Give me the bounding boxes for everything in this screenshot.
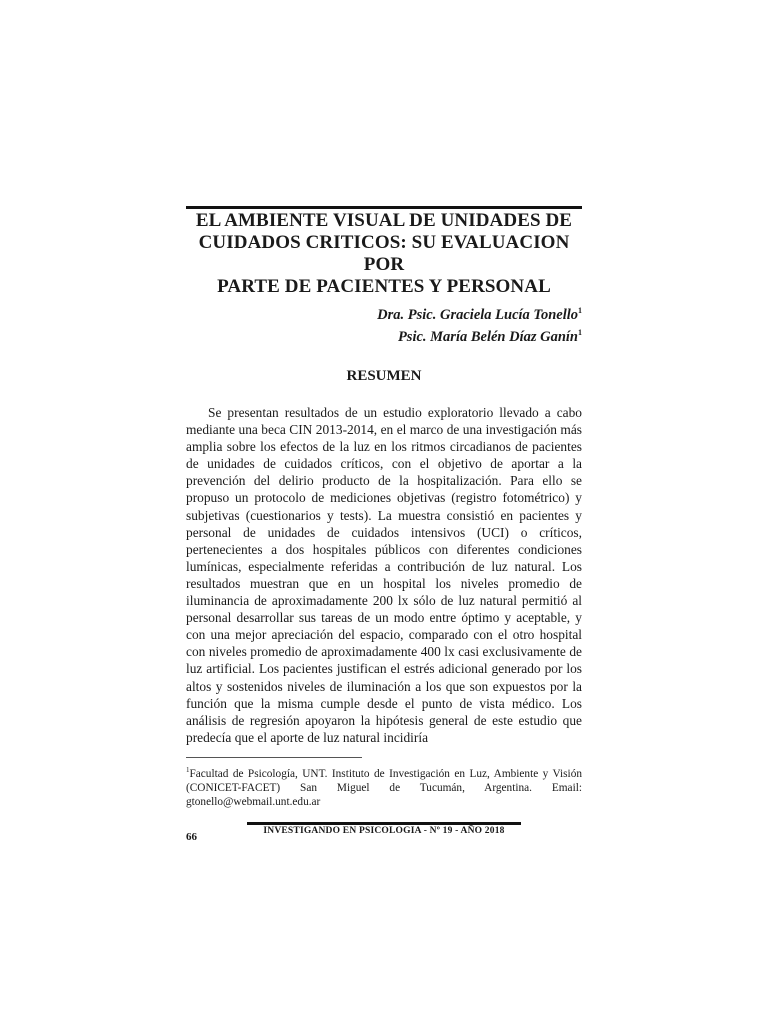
author-1-name: Dra. Psic. Graciela Lucía Tonello <box>377 306 578 323</box>
article-title: EL AMBIENTE VISUAL DE UNIDADES DE CUIDADOS CRITICOS: SU EVALUACION POR PARTE DE PACIENTES Y PERSONAL <box>195 210 573 297</box>
author-1 <box>377 302 582 324</box>
footnote-separator <box>186 757 362 758</box>
footer-rule <box>247 822 521 825</box>
title-top-rule <box>186 206 582 209</box>
footnote-text: Facultad de Psicología, UNT. Instituto de Investigación en Luz, Ambiente y Visión (CONICET-FACET) San Miguel de Tucumán, Argentina. Email: gtonello@webmail.unt.edu.ar <box>186 767 582 809</box>
author-2 <box>377 324 582 346</box>
author-2-affiliation-mark: 1 <box>578 327 582 337</box>
footnote-mark: 1 <box>186 766 190 774</box>
page-number: 66 <box>186 831 197 843</box>
abstract-heading: RESUMEN <box>346 368 422 384</box>
abstract-paragraph: Se presentan resultados de un estudio exploratorio llevado a cabo mediante una beca CIN 2013-2014, en el marco de una investigación más amplia sobre los efectos de la luz en los ritmos circadianos de pacientes de unidades de cuidados críticos, con el objetivo de aportar a la prevención del delirio producto de la hospitalización. Para ello se propuso un protocolo de mediciones objetivas (registro fotométrico) y subjetivas (cuestionarios y tests). La muestra consistió en pacientes y personal de unidades de cuidados intensivos (UCI) o críticos, pertenecientes a dos hospitales públicos con diferentes condiciones lumínicas, especialmente referidas a contribución de luz natural. Los resultados muestran que en un hospital los niveles promedio de iluminancia de aproximadamente 200 lx sólo de luz natural permitió al personal desarrollar sus tareas de un modo entre óptimo y aceptable, y con una mejor apreciación del espacio, comparado con el otro hospital con niveles promedio de aproximadamente 400 lx casi exclusivamente de luz artificial. Los pacientes justifican el estrés adicional generado por los altos y sostenidos niveles de iluminación a los que son expuestos por la función que la misma cumple desde el punto de vista médico. Los análisis de regresión apoyaron la hipótesis general de este estudio que predecía que el aporte de luz natural incidiría <box>186 405 582 745</box>
affiliation-footnote <box>186 763 582 809</box>
author-2-name: Psic. María Belén Díaz Ganín <box>397 328 578 345</box>
journal-running-footer: INVESTIGANDO EN PSICOLOGIA - Nº 19 - AÑO 2018 <box>263 826 505 836</box>
author-1-affiliation-mark: 1 <box>578 306 582 315</box>
author-list <box>377 302 582 346</box>
